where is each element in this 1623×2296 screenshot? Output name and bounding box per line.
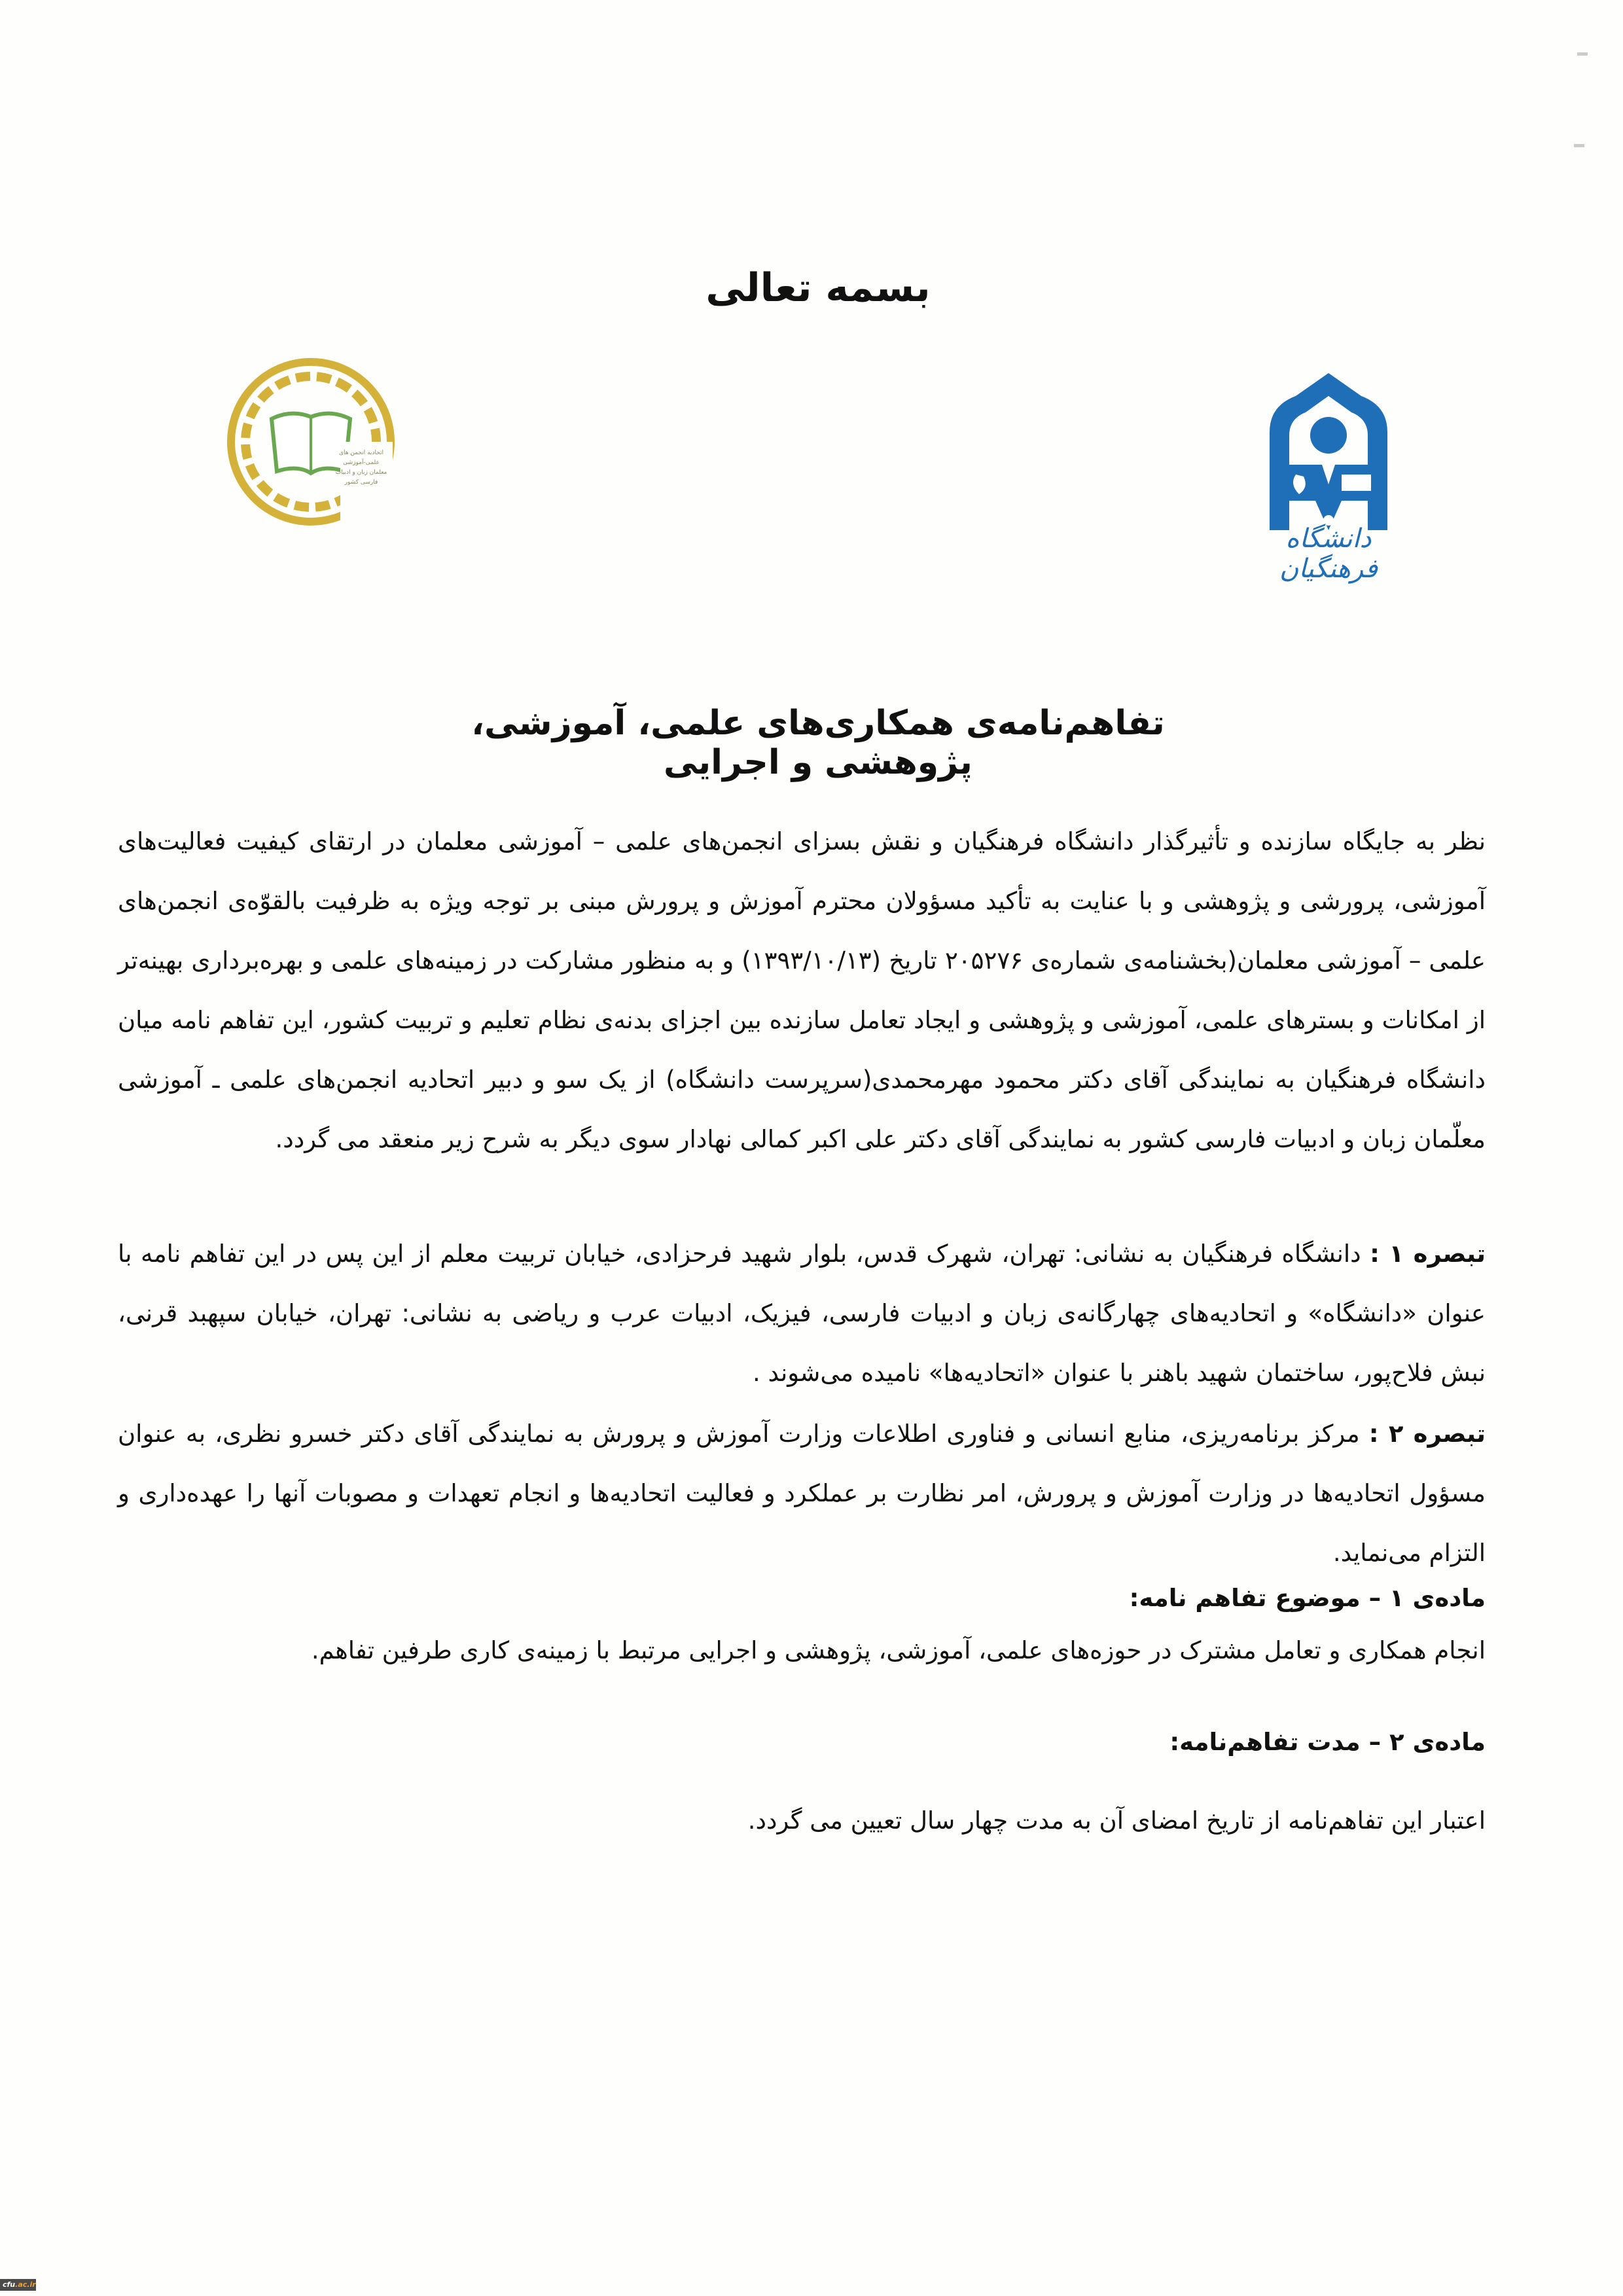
watermark-prefix: cfu [3,2280,16,2289]
article-2-text: اعتبار این تفاهم‌نامه از تاریخ امضای آن به مدت چهار سال تعیین می گردد. [747,1806,1486,1835]
note-1-text: دانشگاه فرهنگیان به نشانی: تهران، شهرک قدس، بلوار شهید فرحزادی، خیابان تربیت معلم از این پس در این تفاهم نامه با عنوان «دانشگاه» و اتحادیه‌های چهارگانه‌ی زبان و ادبیات فارسی، فیزیک، ادبیات عرب و ریاضی به نشانی: تهران، خیابان سپهبد قرنی، نبش فلاح‌پور، ساختمان شهید باهنر با عنوان «اتحادیه‌ها» نامیده می‌شوند . [118,1240,1486,1387]
intro-text: نظر به جایگاه سازنده و تأثیرگذار دانشگاه فرهنگیان و نقش بسزای انجمن‌های علمی – آموزشی معلمان در ارتقای کیفیت فعالیت‌های آموزشی، پرورشی و پژوهشی و با عنایت به تأکید مسؤولان محترم آموزش و پرورش مبنی بر توجه ویژه به ظرفیت بالقوّه‌ی انجمن‌های علمی – آموزشی معلمان(بخشنامه‌ی شماره‌ی ۲۰۵۲۷۶ تاریخ (۱۳۹۳/۱۰/۱۳) و به منظور مشارکت در زمینه‌های علمی و بهره‌برداری بهینه‌تر از امکانات و بسترهای علمی، آموزشی و پژوهشی و ایجاد تعامل سازنده بین اجزای بدنه‌ی نظام تعلیم و تربیت کشور، این تفاهم نامه میان دانشگاه فرهنگیان به نمایندگی آقای دکتر محمود مهرمحمدی(سرپرست دانشگاه) از یک سو و دبیر اتحادیه انجمن‌های علمی ـ آموزشی معلّمان زبان و ادبیات فارسی کشور به نمایندگی آقای دکتر علی اکبر کمالی نهادار سوی دیگر به شرح زیر منعقد می گردد. [118,827,1486,1153]
seal-text: اتحادیه انجمن های علمی-آموزشی معلمان زبان و ادبیات فارسی کشور [335,450,387,486]
scan-mark [1577,52,1588,56]
article-1-heading: ماده‌ی ۱ – موضوع تفاهم نامه: [1129,1584,1486,1612]
site-watermark [0,2279,36,2291]
union-seal-logo [226,357,396,527]
intro-paragraph [118,812,1486,1169]
article-2-heading: ماده‌ی ۲ – مدت تفاهم‌نامه: [1169,1728,1486,1756]
article-1-text: انجام همکاری و تعامل مشترک در حوزه‌های علمی، آموزشی، پژوهشی و اجرایی مرتبط با زمینه‌ی کاری طرفین تفاهم. [311,1636,1486,1664]
note-2 [118,1404,1486,1583]
note-2-text: مرکز برنامه‌ریزی، منابع انسانی و فناوری اطلاعات وزارت آموزش و پرورش به نمایندگی آقای دکتر خسرو نظری، به عنوان مسؤول اتحادیه‌ها در وزارت آموزش و پرورش، امر نظارت بر عملکرد و فعالیت اتحادیه‌ها و انجام تعهدات و مصوبات آنها را عهده‌داری و التزام می‌نماید. [118,1420,1486,1567]
university-logo-caption: دانشگاه فرهنگیان [1279,524,1378,584]
note-2-label: تبصره ۲ : [1368,1420,1486,1448]
note-1 [118,1224,1486,1403]
document-title: تفاهم‌نامه‌ی همکاری‌های علمی، آموزشی، پژوهشی و اجرایی [471,704,1165,782]
note-1-label: تبصره ۱ : [1370,1240,1486,1268]
invocation-heading: بسمه تعالی [705,265,931,311]
watermark-suffix: .ac.ir [15,2280,36,2289]
scan-mark [1574,144,1584,147]
